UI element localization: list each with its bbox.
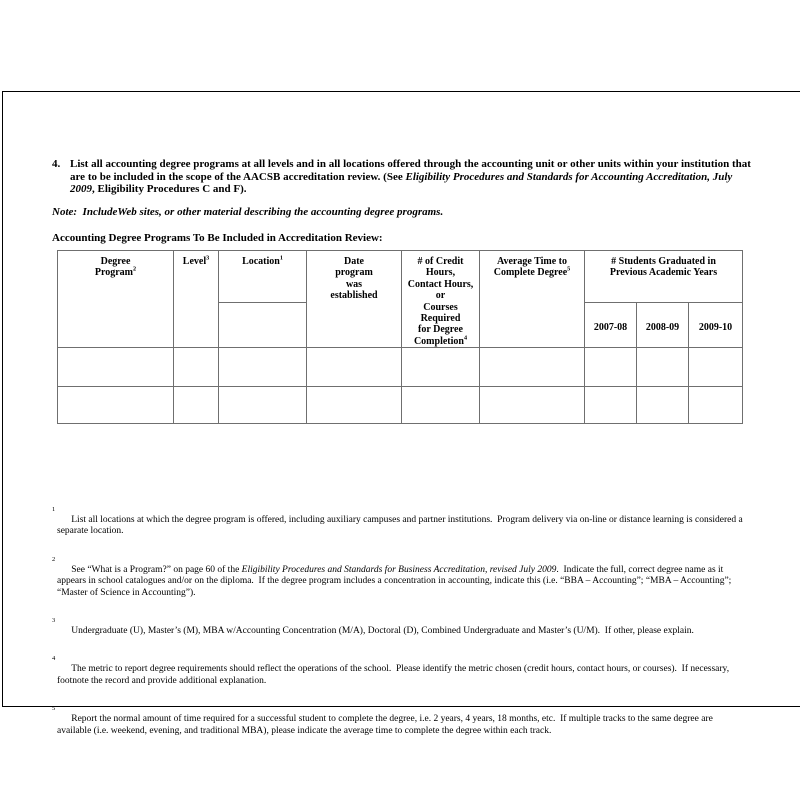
table-row: [58, 387, 743, 424]
cell-level: [174, 348, 219, 387]
question-text: List all accounting degree programs at all levels and in all locations offered through the accounting unit or other units within your institution that are to be included in the scope of the AACSB accreditation review. (See Eligibility Procedures and Standards for Accounting Accreditation, July 2009, Eligibility Procedures C and F).: [70, 158, 754, 195]
header-year-2007-08: 2007-08: [585, 302, 637, 348]
header-year-2008-09: 2008-09: [637, 302, 689, 348]
footnote-4: [52, 652, 749, 699]
cell-degree-program: [58, 348, 174, 387]
cell-credit-hours: [402, 387, 480, 424]
header-students-graduated: # Students Graduated in Previous Academic Years: [585, 251, 743, 303]
question-item-4: [52, 158, 752, 196]
header-location-sub: [219, 302, 307, 348]
cell-grad-2009-10: [689, 348, 743, 387]
table-row: [58, 348, 743, 387]
cell-average-time: [480, 387, 585, 424]
cell-grad-2008-09: [637, 387, 689, 424]
cell-location: [219, 387, 307, 424]
footnote-marker: 2: [52, 555, 56, 563]
footnote-text: Report the normal amount of time required for a successful student to complete the degree, i.e. 2 years, 4 years, 18 months, etc. If multiple tracks to the same degree are available (i.e. weekend, evening, and traditional MBA), please indicate the average time to complete the degree within each track.: [57, 713, 716, 736]
cell-date-established: [307, 348, 402, 387]
footnotes-section: [52, 503, 749, 752]
header-year-2009-10: 2009-10: [689, 302, 743, 348]
footnote-5: [52, 702, 749, 749]
programs-table: [57, 250, 743, 424]
header-credit-hours: # of Credit Hours, Contact Hours, or Courses Required for Degree Completion$^4$: [402, 251, 480, 348]
header-location: Location$^1$: [219, 251, 307, 303]
footnote-marker: 5: [52, 705, 56, 713]
footnote-marker: 4: [52, 655, 56, 663]
header-average-time: Average Time to Complete Degree$^5$: [480, 251, 585, 348]
cell-grad-2007-08: [585, 387, 637, 424]
cell-date-established: [307, 387, 402, 424]
cell-grad-2009-10: [689, 387, 743, 424]
cell-grad-2007-08: [585, 348, 637, 387]
cell-location: [219, 348, 307, 387]
footnote-marker: 1: [52, 506, 56, 513]
table-caption: Accounting Degree Programs To Be Included in Accreditation Review:: [52, 232, 383, 244]
footnote-text: See “What is a Program?” on page 60 of the Eligibility Procedures and Standards for Business Accreditation, revised July 2009. Indicate the full, correct degree name as it appears in school catalogues and/or on the diploma. If the degree program includes a concentration in accounting, indicate this (i.e. “BBA – Accounting”; “MBA – Accounting”; “Master of Science in Accounting”).: [57, 564, 734, 598]
question-number: 4.: [52, 158, 61, 170]
cell-degree-program: [58, 387, 174, 424]
cell-credit-hours: [402, 348, 480, 387]
cell-level: [174, 387, 219, 424]
cell-average-time: [480, 348, 585, 387]
footnote-text: Undergraduate (U), Master’s (M), MBA w/Accounting Concentration (M/A), Doctoral (D), Combined Undergraduate and Master’s (U/M). If other, please explain.: [71, 626, 694, 637]
header-level: Level$^3$: [174, 251, 219, 348]
footnote-1: [52, 503, 749, 550]
footnote-marker: 3: [52, 617, 56, 625]
cell-grad-2008-09: [637, 348, 689, 387]
footnote-text: List all locations at which the degree program is offered, including auxiliary campuses and partner institutions. Program delivery via on-line or distance learning is considered a separate location.: [57, 514, 746, 537]
footnote-2: [52, 553, 749, 612]
note-text: Note: IncludeWeb sites, or other material describing the accounting degree programs.: [52, 206, 444, 218]
header-date-established: Date program was established: [307, 251, 402, 348]
header-degree-program: Degree Program$^2$: [58, 251, 174, 348]
footnote-3: [52, 614, 749, 649]
footnote-text: The metric to report degree requirements should reflect the operations of the school. Please identify the metric chosen (credit hours, contact hours, or courses). If necessary, footnote the record and provide additional explanation.: [57, 664, 732, 686]
